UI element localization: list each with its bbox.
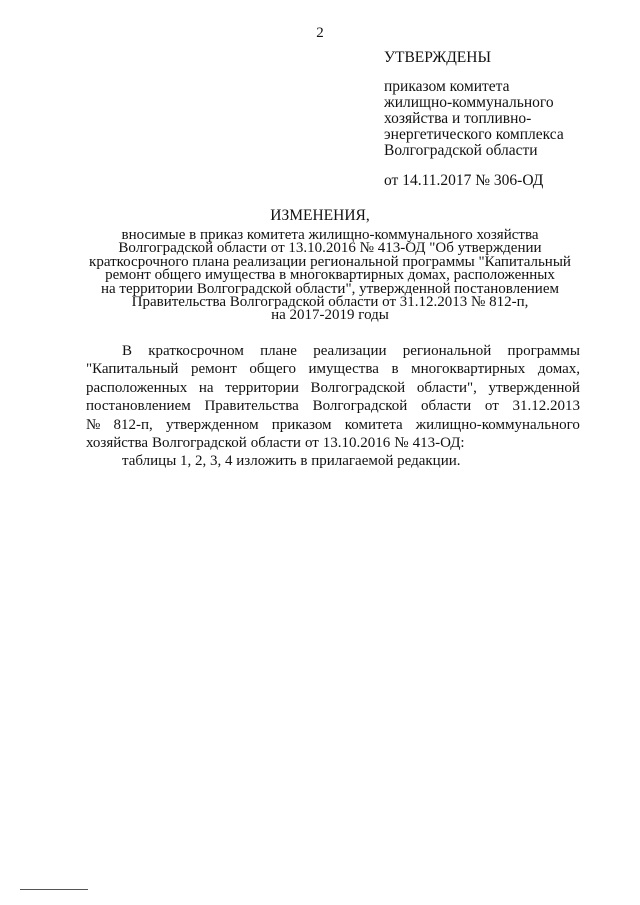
- paragraph-word: от: [484, 398, 499, 415]
- paragraph-word: приказом: [271, 416, 332, 433]
- paragraph-word: имущества: [308, 361, 379, 378]
- paragraph-word: №: [86, 416, 101, 433]
- subtitle-line: Волгоградской области от 13.10.2016 № 413-ОД "Об утверждении: [118, 240, 542, 257]
- paragraph-word: Волгоградской: [152, 435, 247, 452]
- paragraph-line: [86, 342, 580, 360]
- subtitle-line: на 2017-2019 годы: [271, 307, 389, 324]
- approval-line: хозяйства и топливно-: [384, 110, 532, 127]
- document-title: ИЗМЕНЕНИЯ,: [270, 207, 370, 224]
- paragraph-word: программы: [507, 343, 580, 359]
- paragraph-word: комитета: [344, 416, 403, 433]
- paragraph-word: утвержденном: [165, 416, 259, 433]
- document-subtitle: [80, 229, 580, 323]
- paragraph-word: области: [250, 435, 301, 452]
- paragraph-line: [86, 379, 580, 397]
- paragraph-line: [86, 397, 580, 415]
- paragraph-word: краткосрочном: [148, 343, 244, 359]
- approval-title: УТВЕРЖДЕНЫ: [384, 49, 491, 66]
- paragraph-word: общего: [249, 361, 296, 378]
- paragraph-word: 31.12.2013: [512, 398, 580, 415]
- paragraph-word: 413-ОД:: [412, 435, 465, 452]
- paragraph-word: домах,: [537, 361, 580, 378]
- body-text: [86, 342, 580, 471]
- paragraph-word: жилищно-коммунального: [415, 416, 580, 433]
- approval-line: жилищно-коммунального: [384, 94, 554, 111]
- subtitle-line: краткосрочного плана реализации региональной программы "Капитальный: [89, 253, 571, 270]
- paragraph-word: постановлением: [86, 398, 191, 415]
- subtitle-line: ремонт общего имущества в многоквартирных домах, расположенных: [105, 267, 555, 284]
- approval-date: от 14.11.2017 № 306-ОД: [384, 172, 544, 189]
- paragraph-word: Волгоградской: [312, 398, 408, 415]
- paragraph-word: расположенных: [86, 379, 188, 396]
- paragraph-word: 812-п,: [113, 416, 153, 433]
- paragraph-word: от: [304, 435, 319, 452]
- paragraph-line: [86, 434, 580, 452]
- paragraph-word: Правительства: [204, 398, 299, 415]
- body-paragraph: [86, 342, 580, 452]
- approval-line: энергетического комплекса: [384, 126, 564, 143]
- footnote-rule: [20, 889, 88, 890]
- approval-block: [384, 50, 624, 189]
- paragraph-word: Волгоградской: [310, 379, 406, 396]
- paragraph-word: утвержденной: [488, 379, 580, 396]
- instruction-line: таблицы 1, 2, 3, 4 изложить в прилагаемой редакции.: [122, 453, 461, 470]
- subtitle-line: вносимые в приказ комитета жилищно-коммунального хозяйства: [121, 227, 539, 243]
- paragraph-line: [86, 416, 580, 434]
- paragraph-word: региональной: [402, 343, 492, 359]
- paragraph-word: территории: [225, 379, 299, 396]
- paragraph-word: В: [122, 343, 133, 359]
- paragraph-word: области",: [416, 379, 477, 396]
- approval-line: приказом комитета: [384, 78, 510, 95]
- paragraph-line: [86, 360, 580, 378]
- paragraph-word: плане: [260, 343, 297, 359]
- paragraph-word: многоквартирных: [411, 361, 526, 378]
- paragraph-word: в: [391, 361, 399, 378]
- paragraph-word: области: [421, 398, 472, 415]
- page-number: 2: [316, 25, 324, 41]
- paragraph-word: 13.10.2016: [322, 435, 391, 452]
- subtitle-line: на территории Волгоградской области", утвержденной постановлением: [101, 280, 559, 297]
- paragraph-word: хозяйства: [86, 435, 149, 452]
- paragraph-word: №: [394, 435, 409, 452]
- paragraph-word: "Капитальный: [86, 361, 179, 378]
- subtitle-line: Правительства Волгоградской области от 31.12.2013 № 812-п,: [131, 294, 529, 311]
- paragraph-word: реализации: [313, 343, 387, 359]
- paragraph-word: на: [198, 379, 214, 396]
- approval-line: Волгоградской области: [384, 142, 538, 159]
- paragraph-word: ремонт: [191, 361, 237, 378]
